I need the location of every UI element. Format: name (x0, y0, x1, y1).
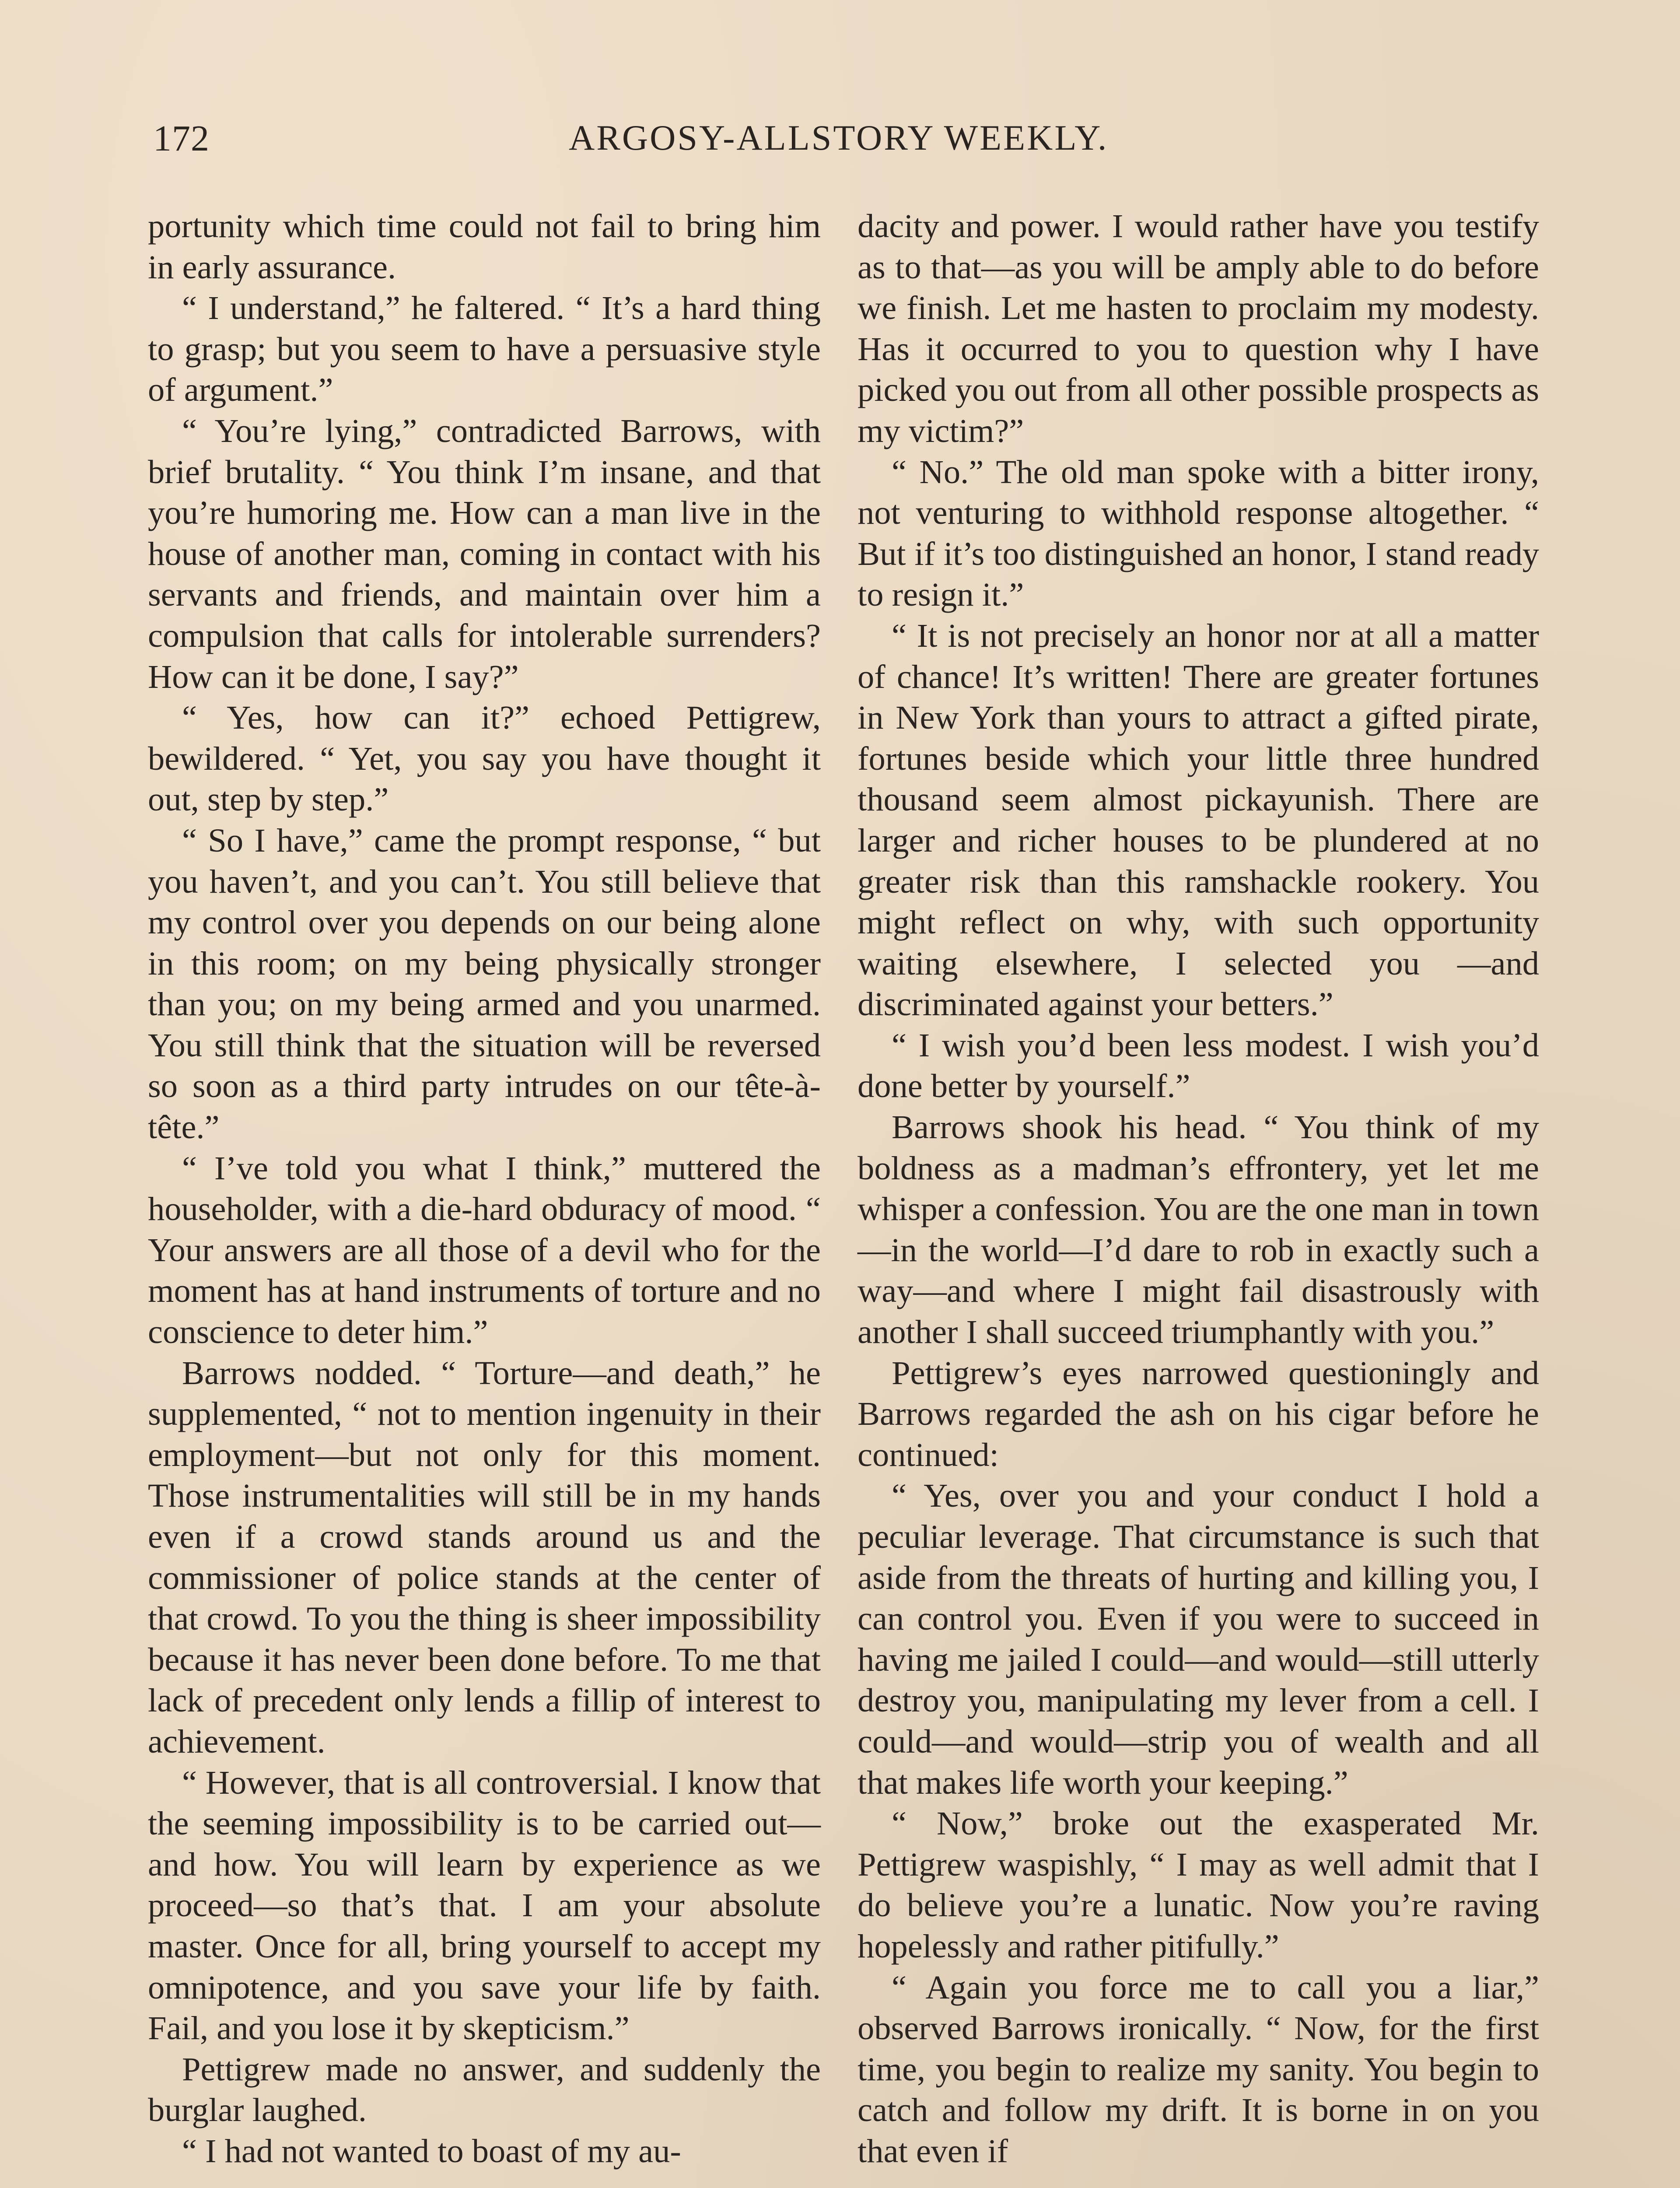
page-number: 172 (153, 118, 210, 159)
paragraph: “ So I have,” came the prompt response, “ but you haven’t, and you can’t. You still believe that my control over you depends on our being alone in this room; on my being physically stronger than you; on my being armed and you unarmed. You still think that the situation will be reversed so soon as a third party intrudes on our tête-à-tête.” (148, 821, 821, 1146)
paragraph: dacity and power. I would rather have you testify as to that—as you will be amply able to do before we finish. Let me hasten to proclaim my modesty. Has it occurred to you to question why I have picked you out from all other possible prospects as my victim?” (858, 207, 1539, 449)
paragraph: “ Again you force me to call you a liar,” observed Barrows ironically. “ Now, for the first time, you begin to realize my sanity. You begin to catch and follow my drift. It is borne in on you that even if (858, 1968, 1539, 2170)
paragraph: “ Yes, over you and your conduct I hold a peculiar leverage. That circumstance is such that aside from the threats of hurting and killing you, I can control you. Even if you were to succeed in having me jailed I could—and would—still utterly destroy you, manipulating my lever from a cell. I could—and would—strip you of wealth and all that makes life worth your keeping.” (858, 1477, 1539, 1801)
running-title: ARGOSY-ALLSTORY WEEKLY. (569, 118, 1109, 158)
paragraph: “ Now,” broke out the exasperated Mr. Pettigrew waspishly, “ I may as well admit that I do believe you’re a lunatic. Now you’re raving hopelessly and rather pitifully.” (858, 1805, 1539, 1965)
paragraph: Barrows nodded. “ Torture—and death,” he supplemented, “ not to mention ingenuity in their employment—but not only for this moment. Those instrumentalities will still be in my hands even if a crowd stands around us and the commissioner of police stands at the center of that crowd. To you the thing is sheer impossibility because it has never been done before. To me that lack of precedent only lends a fillip of interest to achievement. (148, 1354, 821, 1760)
text-column-left (148, 206, 821, 2172)
paragraph: Barrows shook his head. “ You think of my boldness as a madman’s effrontery, yet let me whisper a confession. You are the one man in town—in the world—I’d dare to rob in exactly such a way—and where I might fail disastrously with another I shall succeed triumphantly with you.” (858, 1108, 1539, 1351)
paragraph: “ I wish you’d been less modest. I wish you’d done better by yourself.” (858, 1026, 1539, 1105)
paragraph: portunity which time could not fail to bring him in early assurance. (148, 207, 821, 286)
page-header (153, 117, 1540, 170)
paragraph: “ However, that is all controversial. I know that the seeming impossibility is to be carried out—and how. You will learn by experience as we proceed—so that’s that. I am your absolute master. Once for all, bring yourself to accept my omnipotence, and you save your life by faith. Fail, and you lose it by skepticism.” (148, 1764, 821, 2047)
text-column-right (858, 206, 1539, 2172)
paragraph: “ Yes, how can it?” echoed Pettigrew, bewildered. “ Yet, you say you have thought it out, step by step.” (148, 699, 821, 818)
paragraph: Pettigrew made no answer, and suddenly the burglar laughed. (148, 2050, 821, 2129)
paragraph: Pettigrew’s eyes narrowed questioningly and Barrows regarded the ash on his cigar before he continued: (858, 1354, 1539, 1473)
paragraph: “ It is not precisely an honor nor at all a matter of chance! It’s written! There are greater fortunes in New York than yours to attract a gifted pirate, fortunes beside which your little three hundred thousand seem almost pickayunish. There are larger and richer houses to be plundered at no greater risk than this ramshackle rookery. You might reflect on why, with such opportunity waiting elsewhere, I selected you —and discriminated against your betters.” (858, 617, 1539, 1023)
paragraph: “ I had not wanted to boast of my au- (182, 2132, 681, 2170)
paragraph: “ No.” The old man spoke with a bitter irony, not venturing to withhold response altogether. “ But if it’s too distinguished an honor, I stand ready to resign it.” (858, 453, 1539, 614)
paragraph: “ I understand,” he faltered. “ It’s a hard thing to grasp; but you seem to have a persuasive style of argument.” (148, 289, 821, 409)
paragraph: “ You’re lying,” contradicted Barrows, with brief brutality. “ You think I’m insane, and that you’re humoring me. How can a man live in the house of another man, coming in contact with his servants and friends, and maintain over him a compulsion that calls for intolerable surrenders? How can it be done, I say?” (148, 412, 821, 695)
paragraph: “ I’ve told you what I think,” muttered the householder, with a die-hard obduracy of mood. “ Your answers are all those of a devil who for the moment has at hand instruments of torture and no conscience to deter him.” (148, 1149, 821, 1351)
